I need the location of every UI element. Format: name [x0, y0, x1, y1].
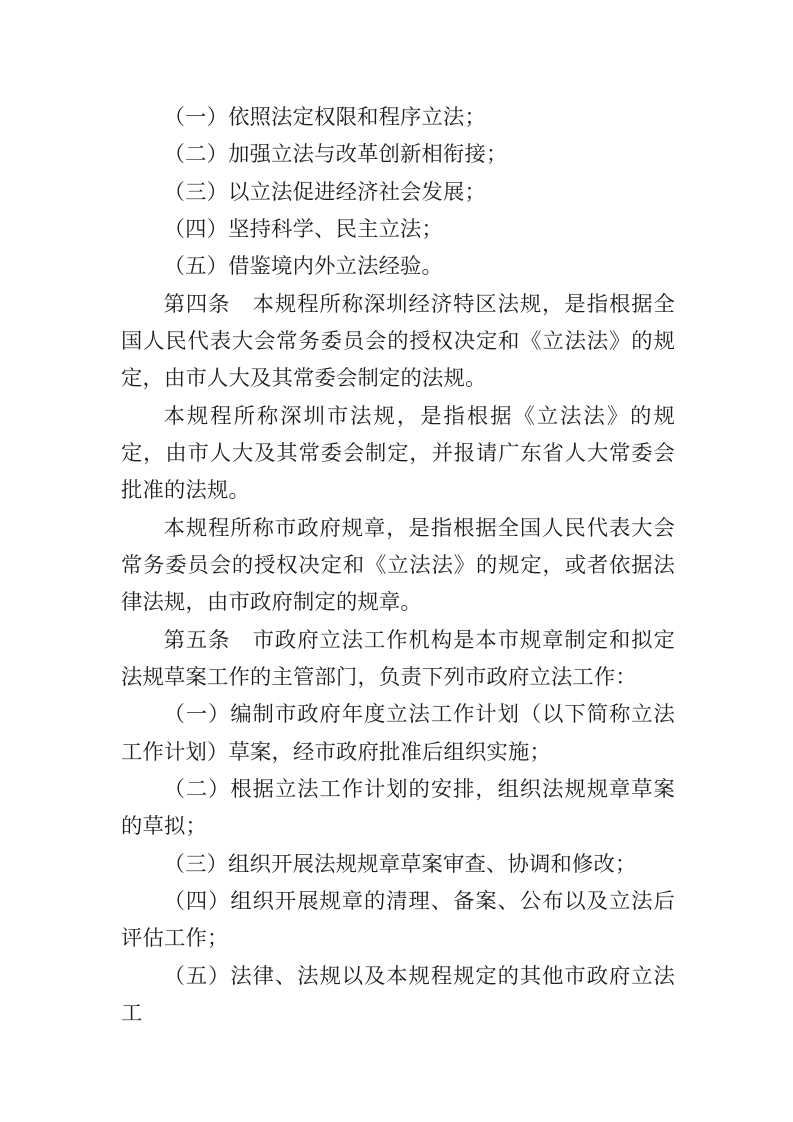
list-item-principle-5: （五）借鉴境内外立法经验。: [163, 254, 444, 279]
list-item-duty-4: （四）组织开展规章的清理、备案、公布以及立法后评估工作；: [121, 888, 675, 951]
list-item-principle-3: （三）以立法促进经济社会发展；: [163, 179, 487, 204]
list-item-principle-1: （一）依照法定权限和程序立法；: [163, 105, 487, 129]
paragraph-article-5: 第五条 市政府立法工作机构是本市规章制定和拟定法规草案工作的主管部门，负责下列市政府立法工作：: [121, 627, 675, 689]
list-item-duty-3: （三）组织开展法规规章草案审查、协调和修改；: [163, 851, 637, 876]
list-item-principle-2: （二）加强立法与改革创新相衔接；: [163, 142, 508, 167]
list-item-duty-2: （二）根据立法工作计划的安排，组织法规规章草案的草拟；: [121, 776, 675, 839]
paragraph-article-4: 第四条 本规程所称深圳经济特区法规，是指根据全国人民代表大会常务委员会的授权决定和《立法法》的规定，由市人大及其常委会制定的法规。: [121, 291, 675, 391]
paragraph-article-4-shenzhen-regulations: 本规程所称深圳市法规，是指根据《立法法》的规定，由市人大及其常委会制定，并报请广东省人大常委会批准的法规。: [121, 403, 675, 503]
document-text-block: [121, 99, 675, 1032]
paragraph-article-4-government-rules: 本规程所称市政府规章，是指根据全国人民代表大会常务委员会的授权决定和《立法法》的规定，或者依据法律法规，由市政府制定的规章。: [121, 515, 675, 615]
list-item-duty-1: （一）编制市政府年度立法工作计划（以下简称立法工作计划）草案，经市政府批准后组织实施；: [121, 702, 675, 764]
list-item-principle-4: （四）坚持科学、民主立法；: [163, 216, 444, 241]
list-item-duty-5-truncated: （五）法律、法规以及本规程规定的其他市政府立法工: [121, 963, 675, 1025]
